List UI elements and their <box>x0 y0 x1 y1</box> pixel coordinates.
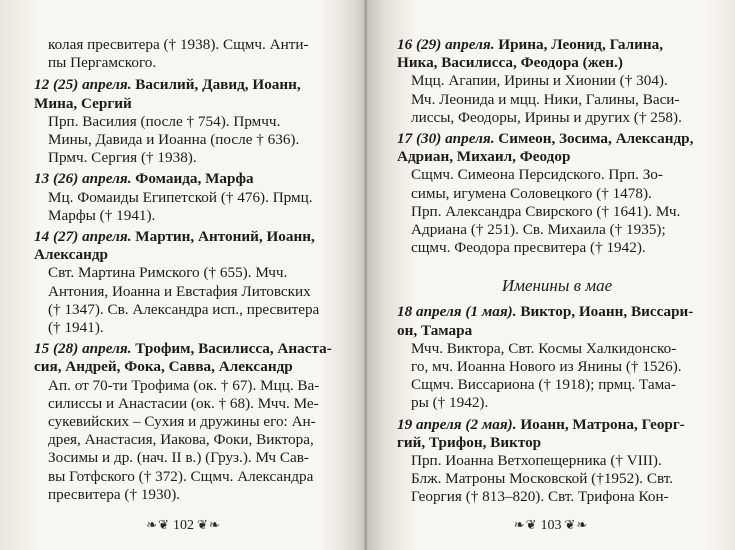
entry-names: Василий, Давид, Иоанн, Мина, Сергий <box>34 76 301 112</box>
entry-text: Сщмч. Симеона Персидского. Прп. Зо- симы, игумена Соловецкого († 1478). Прп. Александра Свирского († 1641). Мч. Адриана († 251). Св. Михаила († 1935); сщмч. Феодора пресвитера († 1942). <box>411 166 681 257</box>
entry-heading <box>34 340 357 376</box>
entry-names: Трофим, Василисса, Анаста- сия, Андрей, Фока, Савва, Александр <box>34 340 332 376</box>
entry-heading <box>397 416 717 452</box>
entry-18 <box>397 303 717 412</box>
section-heading: Именины в мае <box>501 276 613 296</box>
entry-19 <box>397 416 717 507</box>
entry-date: 14 (27) апреля. <box>34 228 132 246</box>
entry-text: Мцц. Агапии, Ирины и Хионии († 304). Мч. Леонида и мцц. Ники, Галины, Васи- лиссы, Феодоры, Ирины и других († 258). <box>411 72 682 126</box>
entry-heading <box>34 76 357 112</box>
continuation-text: колая пресвитера († 1938). Сщмч. Анти- пы Пергамского. <box>48 36 309 72</box>
entry-17 <box>397 130 717 257</box>
page-number: 102 <box>173 518 194 533</box>
entry-date: 12 (25) апреля. <box>34 76 132 94</box>
entry-14 <box>34 228 357 337</box>
entry-heading <box>397 36 717 72</box>
entry-16 <box>397 36 717 127</box>
entry-text: Мц. Фомаиды Египетской († 476). Прмц. Марфы († 1941). <box>48 188 313 224</box>
entry-names: Виктор, Иоанн, Виссари- он, Тамара <box>397 303 694 339</box>
entry-date: 18 апреля (1 мая). <box>397 303 517 321</box>
entry-text: Свт. Мартина Римского († 655). Мчч. Антония, Иоанна и Евстафия Литовских († 1347). Св. Александра исп., пресвитера († 1941). <box>48 264 320 337</box>
entry-names: Симеон, Зосима, Александр, Адриан, Михаил, Феодор <box>397 130 694 166</box>
entry-names: Фомаида, Марфа <box>135 170 254 188</box>
entry-date: 15 (28) апреля. <box>34 340 132 358</box>
entry-date: 16 (29) апреля. <box>397 36 495 53</box>
entry-12 <box>34 76 357 167</box>
entry-13 <box>34 170 357 225</box>
entry-names: Ирина, Леонид, Галина, Ника, Василисса, Феодора (жен.) <box>397 36 664 72</box>
entry-heading <box>34 170 357 188</box>
ornament-icon: ❦❧ <box>197 517 221 532</box>
entry-names: Мартин, Антоний, Иоанн, Александр <box>34 228 315 264</box>
page-number-footer <box>0 517 367 534</box>
right-page <box>367 0 735 550</box>
page-number-footer <box>367 517 735 534</box>
entry-text: Мчч. Виктора, Свт. Космы Халкидонско- го, мч. Иоанна Нового из Янины († 1526). Сщмч. Виссариона († 1918); прмц. Тама- ры († 1942). <box>411 339 682 412</box>
ornament-icon: ❦❧ <box>564 517 589 532</box>
left-page <box>0 0 367 550</box>
entry-text: Ап. от 70-ти Трофима (ок. † 67). Мцц. Ва- силиссы и Анастасии (ок. † 68). Мчч. Ме- сукевийских – Сухия и дружины его: Ан- дрея, Анастасия, Иакова, Фоки, Виктора, Зосимы и др. (нач. II в.) (Груз.). Мч Сав- вы Готфского († 372). Сщмч. Александра пресвитера († 1930). <box>48 376 320 503</box>
entry-text: Прп. Иоанна Ветхопещерника († VIII). Блж. Матроны Московской (†1952). Свт. Георгия († 813–820). Свт. Трифона Кон- <box>411 452 674 506</box>
ornament-icon: ❧❦ <box>146 517 170 532</box>
entry-heading <box>34 228 357 264</box>
ornament-icon: ❧❦ <box>513 517 538 532</box>
entry-names: Иоанн, Матрона, Георг- гий, Трифон, Виктор <box>397 415 685 451</box>
entry-date: 19 апреля (2 мая). <box>397 415 517 433</box>
entry-date: 13 (26) апреля. <box>34 170 132 188</box>
entry-heading <box>397 130 717 166</box>
entry-text: Прп. Василия (после † 754). Прмчч. Мины, Давида и Иоанна (после † 636). Прмч. Сергия († 1938). <box>48 112 300 167</box>
entry-heading <box>397 303 717 339</box>
entry-date: 17 (30) апреля. <box>397 130 495 148</box>
entry-15 <box>34 340 357 504</box>
page-number: 103 <box>540 518 562 533</box>
